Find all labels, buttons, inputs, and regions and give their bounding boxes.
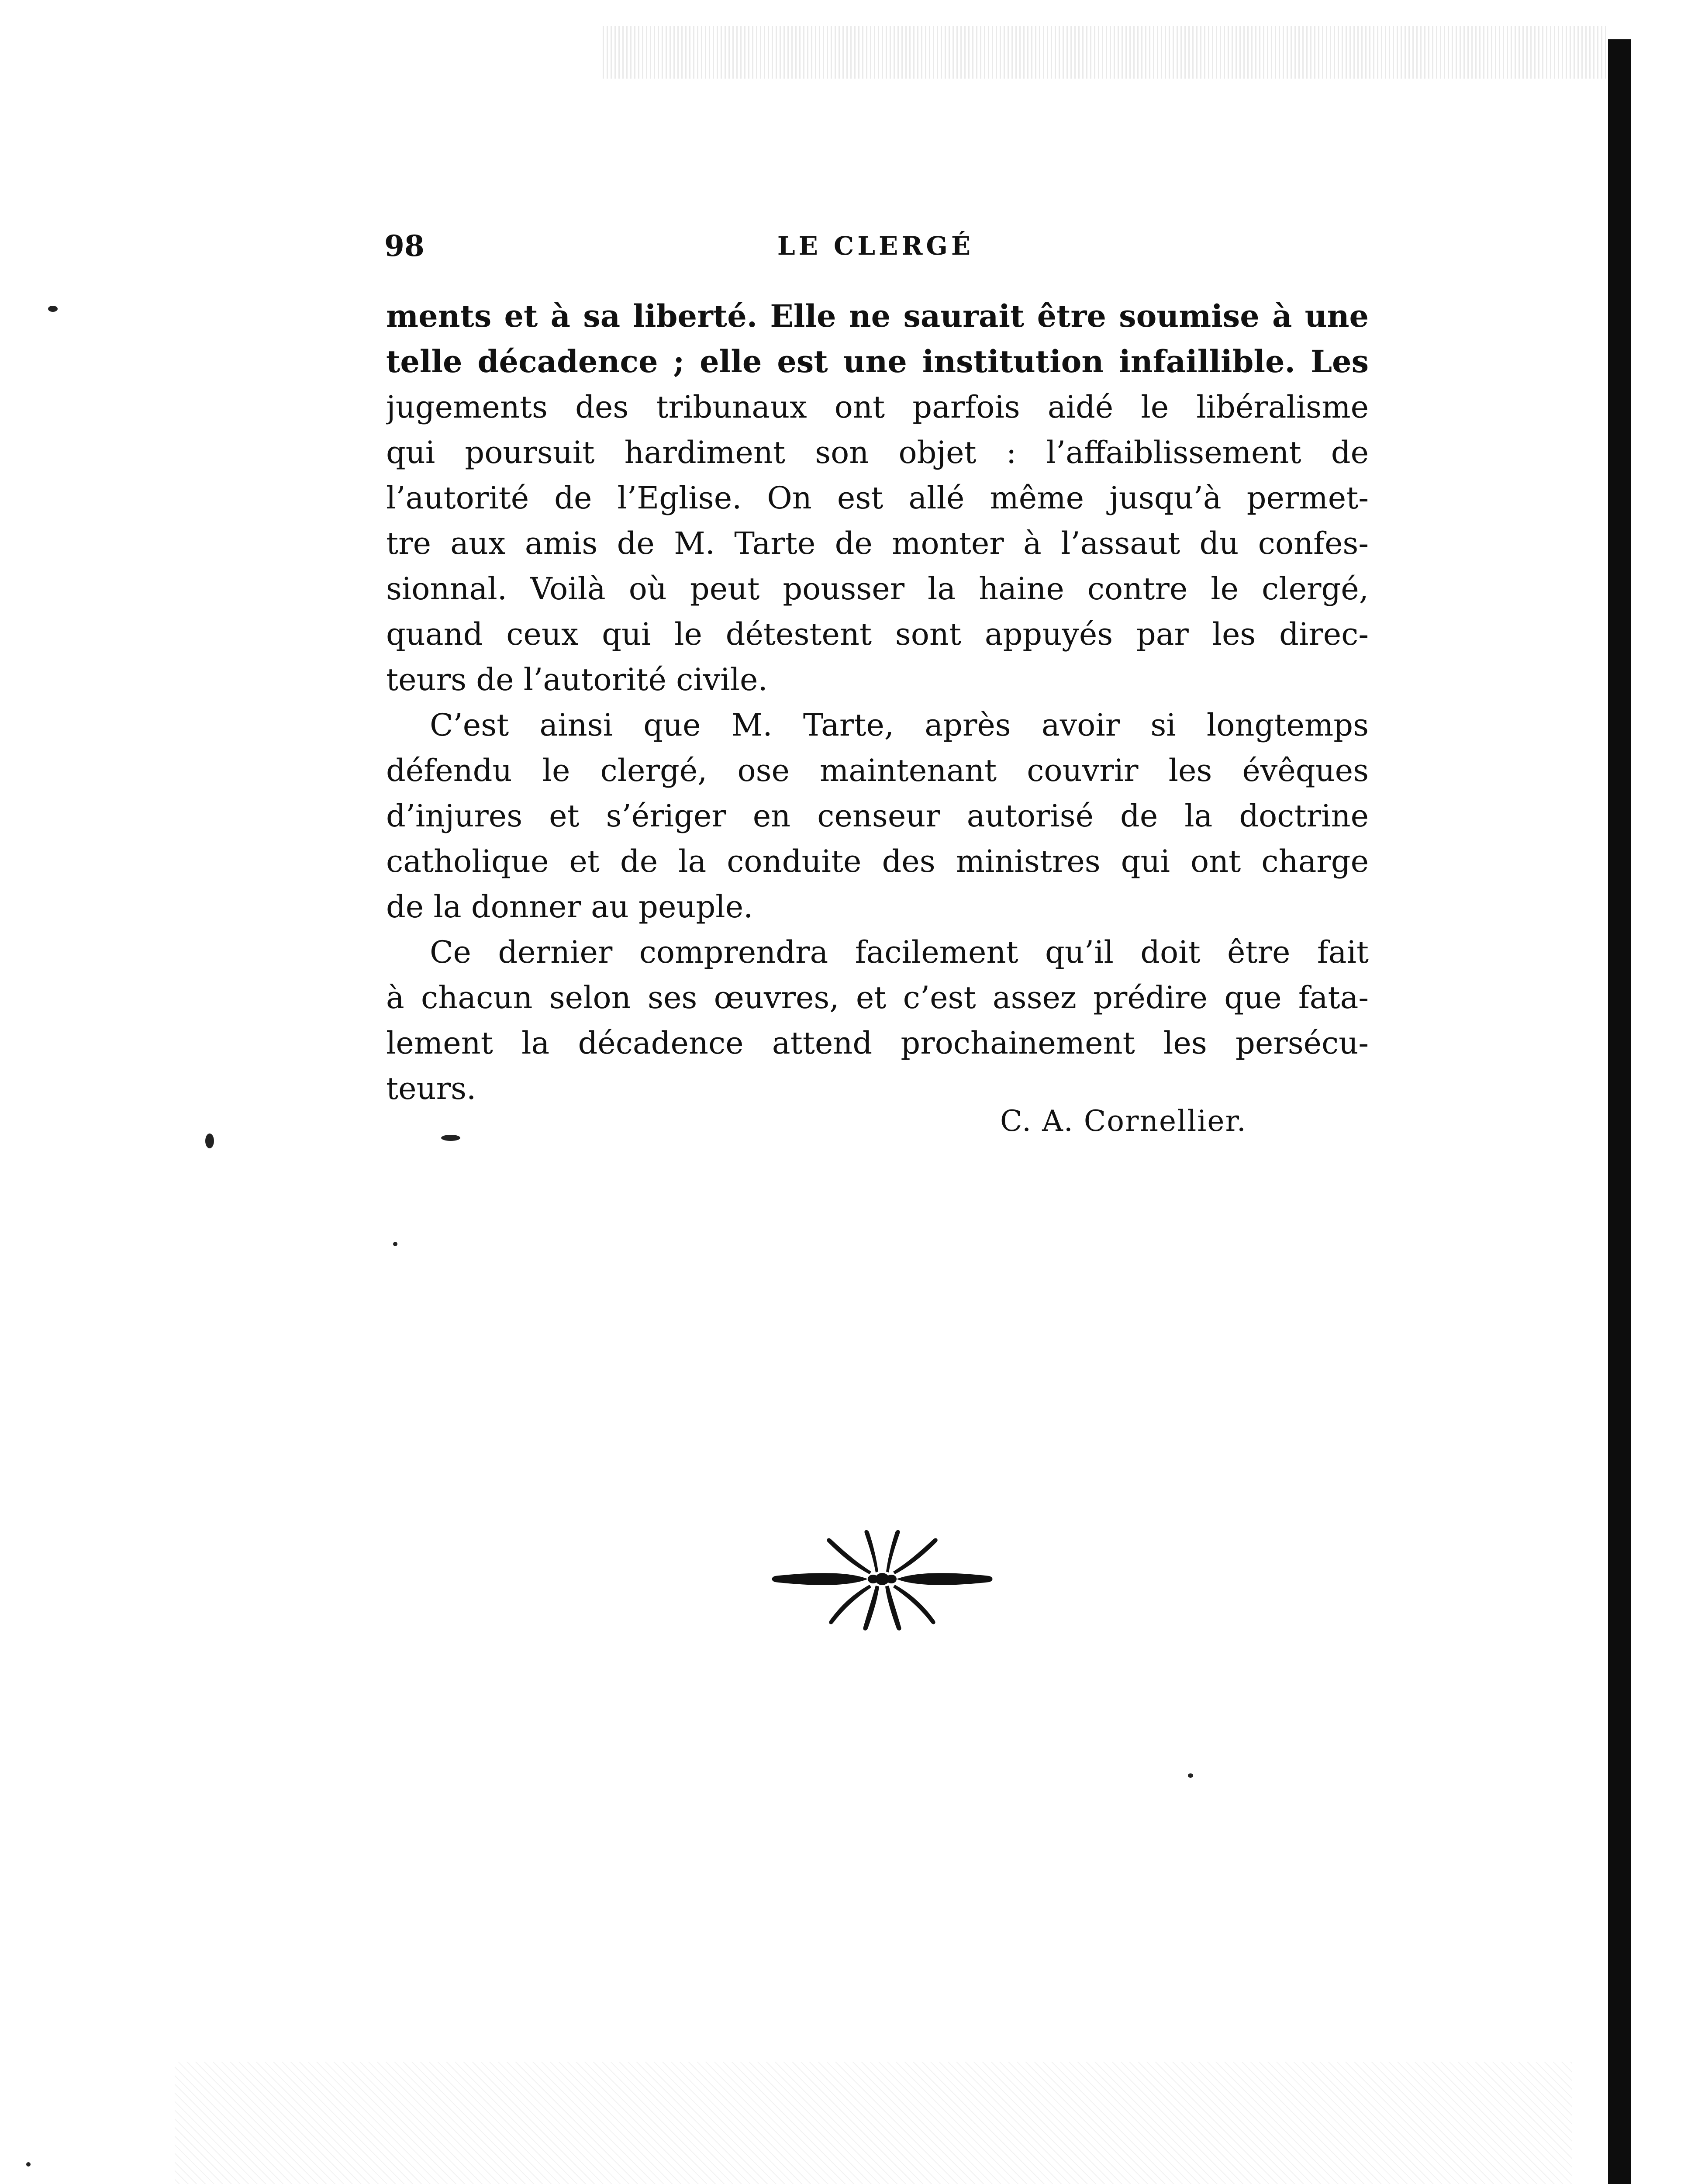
scan-edge-top [603,26,1607,79]
scan-speck [48,306,58,312]
text-line: jugements des tribunaux ont parfois aidé le libéralisme [386,389,1369,425]
ornament-fleuron-icon [766,1520,998,1638]
text-line: d’injures et s’ériger en censeur autorisé de la doctrine [386,798,1369,834]
text-line: teurs de l’autorité civile. [386,662,768,698]
scan-speck [1188,1773,1193,1778]
text-line: lement la décadence attend prochainement les persécu- [386,1025,1369,1061]
signature: C. A. Cornellier. [1000,1104,1247,1138]
text-line: de la donner au peuple. [386,889,753,925]
text-line: l’autorité de l’Eglise. On est allé même jusqu’à permet- [386,480,1369,516]
text-line: Ce dernier comprendra facilement qu’il doit être fait [430,934,1369,970]
scan-speck [26,2162,31,2167]
text-line: quand ceux qui le détestent sont appuyés par les direc- [386,616,1369,652]
text-line: teurs. [386,1071,476,1106]
text-line: tre aux amis de M. Tarte de monter à l’assaut du confes- [386,525,1369,561]
header-title: LE CLERGÉ [777,231,974,261]
text-line: catholique et de la conduite des ministres qui ont charge [386,843,1369,879]
text-line: sionnal. Voilà où peut pousser la haine contre le clergé, [386,571,1369,607]
page-number: 98 [384,229,424,263]
text-line: ments et à sa liberté. Elle ne saurait être soumise à une [386,298,1369,334]
text-line: telle décadence ; elle est une institution infaillible. Les [386,343,1369,380]
body-text [386,294,1369,1111]
binding-edge [1608,39,1631,2184]
text-line: qui poursuit hardiment son objet : l’affaiblissement de [386,435,1369,470]
running-head [384,226,1367,266]
text-line: défendu le clergé, ose maintenant couvrir les évêques [386,753,1369,788]
scan-speck [205,1133,214,1148]
text-line: C’est ainsi que M. Tarte, après avoir si longtemps [430,707,1369,743]
text-line: à chacun selon ses œuvres, et c’est assez prédire que fata- [386,980,1369,1016]
scan-speck [393,1242,397,1246]
scan-edge-bottom [175,2062,1572,2184]
scan-speck [441,1135,460,1141]
